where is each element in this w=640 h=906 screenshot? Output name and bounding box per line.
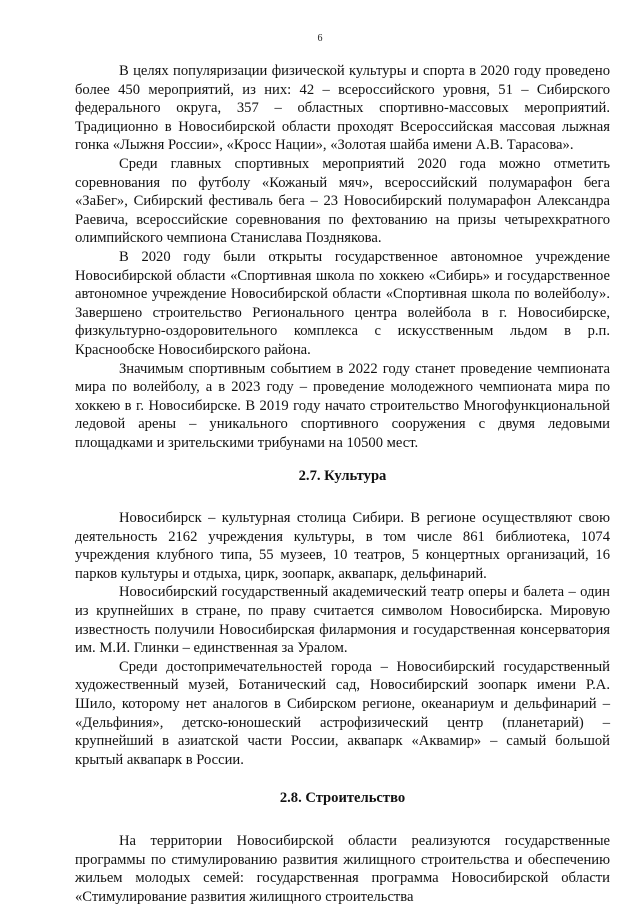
paragraph-sport-events: В целях популяризации физической культуры и спорта в 2020 году проведено более 450 мероприятий, из них: 42 – всероссийского уровня, 51 – Сибирского федерального округа, 357 – областных спортивно-массовых мероприятий. Традиционно в Новосибирской области проходят Всероссийская массовая лыжная гонка «Лыжня России», «Кросс Нации», «Золотая шайба имени А.В. Тарасова». — [75, 63, 610, 154]
section-heading-construction: 2.8. Строительство — [279, 790, 406, 807]
page-content — [75, 62, 610, 906]
section-heading-culture: 2.7. Культура — [298, 468, 387, 485]
paragraph-sport-schools: В 2020 году были открыты государственное автономное учреждение Новосибирской области «Спортивная школа по хоккею «Сибирь» и государственное автономное учреждение Новосибирской области «Спортивная школа по волейболу». Завершено строительство Регионального центра волейбола в г. Новосибирске, физкультурно-оздоровительного комплекса с искусственным льдом в р.п. Краснообске Новосибирского района. — [75, 248, 610, 358]
paragraph-main-sport-events: Среди главных спортивных мероприятий 2020 года можно отметить соревнования по футболу «Кожаный мяч», всероссийский полумарафон бега «ЗаБег», Сибирский фестиваль бега – 23 Новосибирский полумарафон Александра Раевича, всероссийские соревнования по фехтованию на призы четырехкратного олимпийского чемпиона Станислава Позднякова. — [75, 155, 610, 247]
paragraph-opera-theatre: Новосибирский государственный академический театр оперы и балета – один из крупнейших в стране, по праву считается символом Новосибирска. Мировую известность получили Новосибирская филармония и государственная консерватория им. М.И. Глинки – единственная за Уралом. — [75, 584, 610, 657]
page-number: 6 — [317, 33, 323, 44]
paragraph-housing-programs: На территории Новосибирской области реализуются государственные программы по стимулированию развития жилищного строительства и обеспечению жильем молодых семей: государственная программа Новосибирской области «Стимулирование развития жилищного строительства — [75, 832, 610, 905]
paragraph-championships: Значимым спортивным событием в 2022 году станет проведение чемпионата мира по волейболу, а в 2023 году – проведение молодежного чемпионата мира по хоккею в г. Новосибирске. В 2019 году начато строительство Многофункциональной ледовой арены – уникального спортивного сооружения с двумя ледовыми площадками и зрительскими трибунами на 10500 мест. — [75, 360, 610, 451]
paragraph-landmarks: Среди достопримечательностей города – Новосибирский государственный художественный музей, Ботанический сад, Новосибирский зоопарк имени Р.А. Шило, которому нет аналогов в Сибирском регионе, океанариум и дельфинарий – «Дельфиния», детско-юношеский астрофизический центр (планетарий) – крупнейший в азиатской части России, аквапарк «Аквамир» – самый большой крытый аквапарк в России. — [75, 658, 610, 768]
paragraph-culture-institutions: Новосибирск – культурная столица Сибири. В регионе осуществляют свою деятельность 2162 учреждения культуры, в том числе 861 библиотека, 1074 учреждения клубного типа, 55 музеев, 10 театров, 5 концертных организаций, 16 парков культуры и отдыха, цирк, зоопарк, аквапарк, дельфинарий. — [75, 510, 610, 582]
